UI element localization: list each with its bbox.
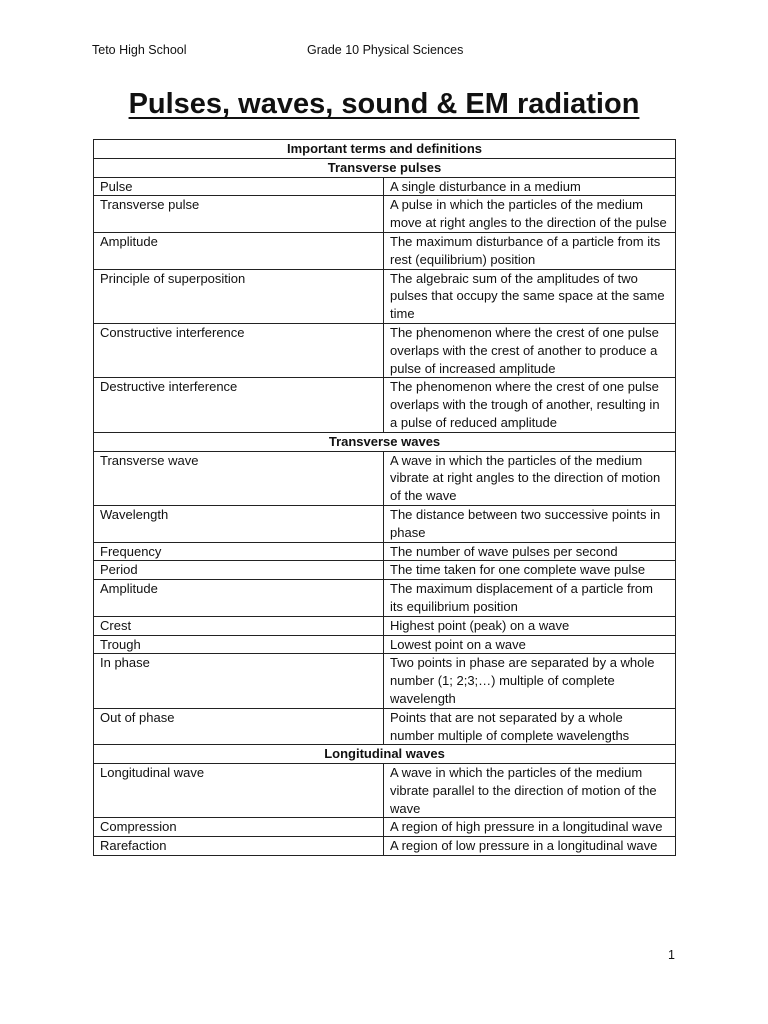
term-cell: Destructive interference xyxy=(94,378,384,432)
term-cell: Principle of superposition xyxy=(94,269,384,323)
table-row xyxy=(94,580,676,617)
definition-cell: Points that are not separated by a whole number multiple of complete wavelengths xyxy=(384,708,676,745)
table-row xyxy=(94,323,676,377)
definition-cell: A region of high pressure in a longitudinal wave xyxy=(384,818,676,837)
term-cell: Pulse xyxy=(94,177,384,196)
table-row xyxy=(94,764,676,818)
definition-cell: The time taken for one complete wave pulse xyxy=(384,561,676,580)
term-cell: Compression xyxy=(94,818,384,837)
table-row xyxy=(94,654,676,708)
definition-cell: The number of wave pulses per second xyxy=(384,542,676,561)
definition-cell: The algebraic sum of the amplitudes of two pulses that occupy the same space at the same time xyxy=(384,269,676,323)
term-cell: Amplitude xyxy=(94,232,384,269)
definition-cell: Two points in phase are separated by a whole number (1; 2;3;…) multiple of complete wavelength xyxy=(384,654,676,708)
table-heading: Important terms and definitions xyxy=(94,140,676,159)
section-row xyxy=(94,158,676,177)
definition-cell: The maximum disturbance of a particle from its rest (equilibrium) position xyxy=(384,232,676,269)
table-row xyxy=(94,542,676,561)
section-heading: Longitudinal waves xyxy=(94,745,676,764)
terms-table-body xyxy=(94,140,676,856)
term-cell: Crest xyxy=(94,616,384,635)
term-cell: Rarefaction xyxy=(94,837,384,856)
definition-cell: The phenomenon where the crest of one pulse overlaps with the crest of another to produce a pulse of increased amplitude xyxy=(384,323,676,377)
section-row xyxy=(94,432,676,451)
table-row xyxy=(94,378,676,432)
table-heading-row xyxy=(94,140,676,159)
table-row xyxy=(94,616,676,635)
table-row xyxy=(94,196,676,233)
definition-cell: Lowest point on a wave xyxy=(384,635,676,654)
page-title: Pulses, waves, sound & EM radiation xyxy=(128,88,640,120)
definition-cell: A region of low pressure in a longitudinal wave xyxy=(384,837,676,856)
definition-cell: The distance between two successive points in phase xyxy=(384,505,676,542)
school-name: Teto High School xyxy=(92,43,187,57)
definition-cell: A single disturbance in a medium xyxy=(384,177,676,196)
term-cell: Frequency xyxy=(94,542,384,561)
table-row xyxy=(94,635,676,654)
definition-cell: A wave in which the particles of the medium vibrate parallel to the direction of motion of the wave xyxy=(384,764,676,818)
definition-cell: Highest point (peak) on a wave xyxy=(384,616,676,635)
table-row xyxy=(94,561,676,580)
term-cell: In phase xyxy=(94,654,384,708)
term-cell: Trough xyxy=(94,635,384,654)
term-cell: Wavelength xyxy=(94,505,384,542)
term-cell: Period xyxy=(94,561,384,580)
page-number: 1 xyxy=(668,948,675,962)
grade-subject: Grade 10 Physical Sciences xyxy=(307,43,464,57)
table-row xyxy=(94,177,676,196)
table-row xyxy=(94,451,676,505)
table-row xyxy=(94,818,676,837)
term-cell: Out of phase xyxy=(94,708,384,745)
term-cell: Transverse wave xyxy=(94,451,384,505)
term-cell: Transverse pulse xyxy=(94,196,384,233)
terms-table xyxy=(93,139,676,856)
term-cell: Amplitude xyxy=(94,580,384,617)
section-heading: Transverse pulses xyxy=(94,158,676,177)
table-row xyxy=(94,837,676,856)
section-row xyxy=(94,745,676,764)
definition-cell: A pulse in which the particles of the medium move at right angles to the direction of the pulse xyxy=(384,196,676,233)
table-row xyxy=(94,505,676,542)
term-cell: Constructive interference xyxy=(94,323,384,377)
definition-cell: The phenomenon where the crest of one pulse overlaps with the trough of another, resulting in a pulse of reduced amplitude xyxy=(384,378,676,432)
definition-cell: A wave in which the particles of the medium vibrate at right angles to the direction of motion of the wave xyxy=(384,451,676,505)
term-cell: Longitudinal wave xyxy=(94,764,384,818)
table-row xyxy=(94,269,676,323)
table-row xyxy=(94,708,676,745)
section-heading: Transverse waves xyxy=(94,432,676,451)
definition-cell: The maximum displacement of a particle from its equilibrium position xyxy=(384,580,676,617)
table-row xyxy=(94,232,676,269)
